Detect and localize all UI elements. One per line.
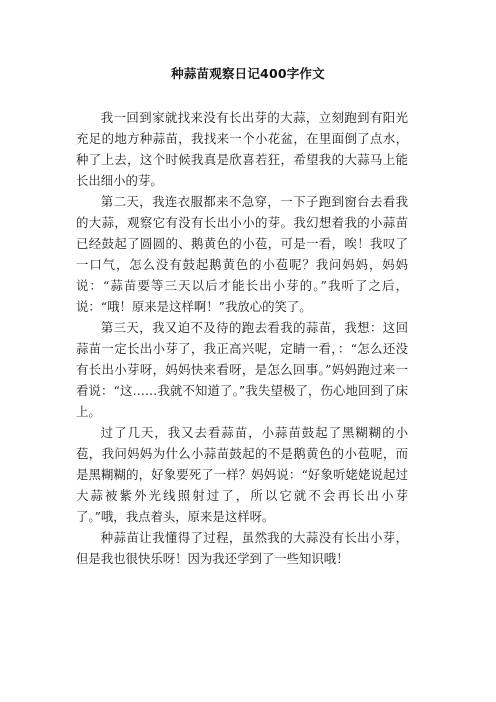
paragraph-1: 我一回到家就找来没有长出芽的大蒜，立刻跑到有阳光充足的地方种蒜苗，我找来一个小花盆，在里面倒了点水，种了上去，这个时候我真是欣喜若狂，希望我的大蒜马上能长出细小的芽。: [76, 110, 408, 188]
document-body: [76, 107, 408, 569]
paragraph-5: 种蒜苗让我懂得了过程，虽然我的大蒜没有长出小芽，但是我也很快乐呀！因为我还学到了一些知识哦！: [76, 530, 408, 566]
paragraph-3: 第三天，我又迫不及待的跑去看我的蒜苗，我想：这回蒜苗一定长出小芽了，我正高兴呢，定睛一看，：“怎么还没有长出小芽呀，妈妈快来看呀，是怎么回事。”妈妈跑过来一看说：“这……我就不知道了。”我失望极了，伤心地回到了床上。: [76, 320, 408, 419]
paragraph-2: 第二天，我连衣服都来不急穿，一下子跑到窗台去看我的大蒜，观察它有没有长出小小的芽。我幻想着我的小蒜苗已经鼓起了圆圆的、鹅黄色的小苞，可是一看，唉！我叹了一口气，怎么没有鼓起鹅黄色的小苞呢？我问妈妈，妈妈说：“蒜苗要等三天以后才能长出小芽的。”我听了之后，说：“哦！原来是这样啊！”我放心的笑了。: [76, 194, 408, 314]
document-title: 种蒜苗观察日记400字作文: [171, 66, 325, 81]
paragraph-4: 过了几天，我又去看蒜苗，小蒜苗鼓起了黑糊糊的小苞，我问妈妈为什么小蒜苗鼓起的不是鹅黄色的小苞呢，而是黑糊糊的，好象要死了一样？妈妈说：“好象听姥姥说起过大蒜被紫外光线照射过了，所以它就不会再长出小芽了。”哦，我点着头，原来是这样呀。: [76, 425, 408, 524]
